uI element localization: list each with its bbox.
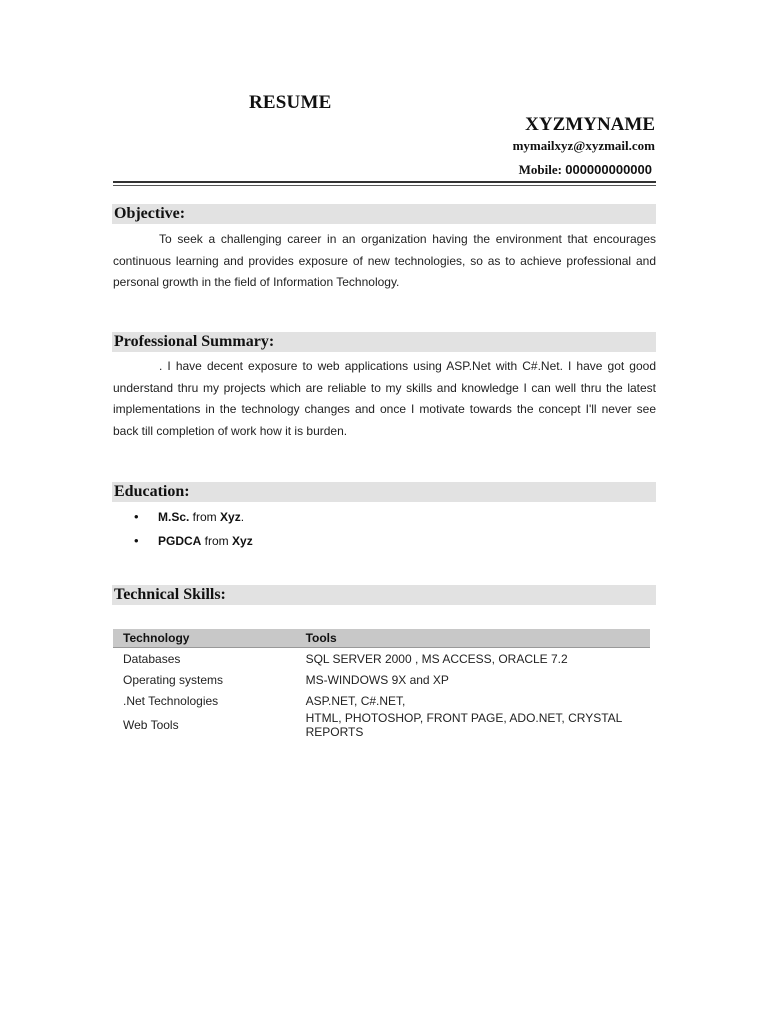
email-address: mymailxyz@xyzmail.com (512, 138, 655, 153)
summary-text: . I have decent exposure to web applications using ASP.Net with C#.Net. I have got good understand thru my projects which are reliable to my skills and knowledge I can well thru the latest implementations in the technology changes and once I motivate towards the concept I'll never see back till completion of work how it is burden. (113, 359, 656, 438)
suffix: . (240, 510, 245, 524)
tools-cell: HTML, PHOTOSHOP, FRONT PAGE, ADO.NET, CRYSTAL REPORTS (305, 711, 622, 739)
bullet-icon: • (134, 509, 139, 524)
table-row (113, 648, 650, 670)
tools-cell: ASP.NET, C#.NET, (305, 693, 406, 708)
document-title: RESUME (249, 92, 332, 113)
technology-cell: Operating systems (123, 672, 224, 687)
table-header-row (113, 629, 650, 648)
header-divider-thick (113, 181, 656, 183)
skills-heading: Technical Skills: (112, 585, 656, 605)
tools-cell: SQL SERVER 2000 , MS ACCESS, ORACLE 7.2 (296, 648, 650, 670)
degree: PGDCA (158, 534, 202, 548)
technology-cell: .Net Technologies (123, 693, 219, 708)
education-heading: Education: (112, 482, 656, 502)
education-item (113, 506, 253, 530)
from-text: from (189, 510, 221, 524)
column-header-technology: Technology (113, 629, 296, 648)
table-row (113, 711, 650, 739)
candidate-name: XYZMYNAME (525, 114, 655, 135)
summary-heading: Professional Summary: (112, 332, 656, 352)
education-list (113, 506, 253, 554)
education-item (113, 530, 253, 554)
degree: M.Sc. (158, 510, 190, 524)
skills-table (113, 629, 650, 739)
technology-cell: Web Tools (123, 718, 179, 732)
contact-header (513, 114, 655, 178)
objective-text: To seek a challenging career in an organization having the environment that encourages continuous learning and provides exposure of new technologies, so as to achieve professional and personal growth in the field of Information Technology. (113, 232, 656, 289)
institute: Xyz (232, 534, 253, 548)
objective-heading: Objective: (112, 204, 656, 224)
column-header-tools: Tools (296, 629, 650, 648)
mobile-number: 000000000000 (565, 162, 652, 177)
bullet-icon: • (134, 533, 139, 548)
table-row (113, 690, 650, 711)
table-row (113, 669, 650, 690)
institute: Xyz (220, 510, 241, 524)
header-divider-thin (113, 185, 656, 186)
mobile-line (513, 162, 652, 178)
mobile-label: Mobile: (518, 162, 566, 177)
tools-cell: MS-WINDOWS 9X and XP (305, 672, 449, 687)
from-text: from (201, 534, 233, 548)
technology-cell: Databases (113, 648, 296, 670)
